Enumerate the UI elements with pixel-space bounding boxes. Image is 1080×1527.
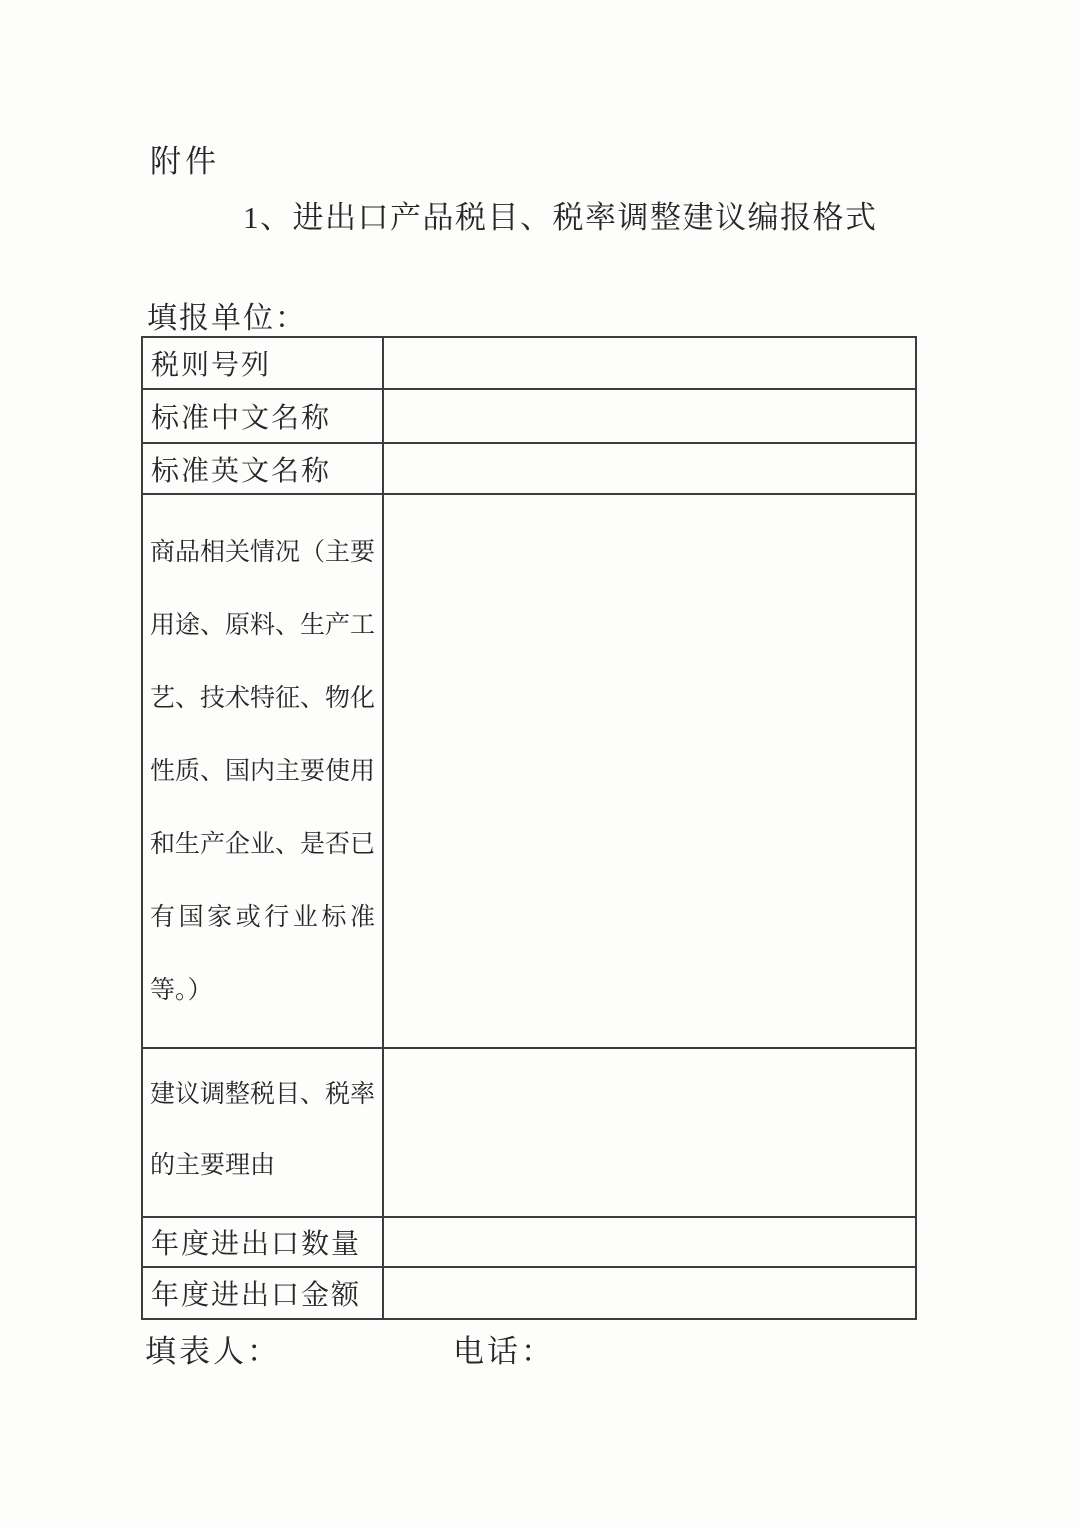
row-label: 商品相关情况（主要用途、原料、生产工艺、技术特征、物化性质、国内主要使用和生产企业、是否已有国家或行业标准等。）	[142, 494, 383, 1048]
form-table	[141, 336, 917, 1320]
table-row-english-name	[142, 443, 916, 494]
row-value-cell	[383, 1267, 916, 1319]
row-value-cell	[383, 389, 916, 443]
row-value-cell	[383, 494, 916, 1048]
row-label: 年度进出口金额	[142, 1267, 383, 1319]
row-label: 标准英文名称	[142, 443, 383, 494]
table-row-annual-amount	[142, 1267, 916, 1319]
phone-label: 电话：	[453, 1334, 555, 1369]
footer-line	[0, 1326, 1080, 1374]
attachment-label: 附件	[150, 144, 220, 179]
row-label: 年度进出口数量	[142, 1217, 383, 1267]
table-row-annual-quantity	[142, 1217, 916, 1267]
table-row-adjustment-reasons	[142, 1048, 916, 1217]
form-filler-label: 填表人：	[145, 1334, 281, 1369]
table-row-chinese-name	[142, 389, 916, 443]
table-row-product-details	[142, 494, 916, 1048]
row-label: 建议调整税目、税率的主要理由	[142, 1048, 383, 1217]
row-value-cell	[383, 337, 916, 389]
table-row-tariff-number	[142, 337, 916, 389]
row-label: 税则号列	[142, 337, 383, 389]
row-value-cell	[383, 1048, 916, 1217]
row-value-cell	[383, 443, 916, 494]
reporting-unit-label: 填报单位：	[147, 302, 307, 335]
row-value-cell	[383, 1217, 916, 1267]
row-label: 标准中文名称	[142, 389, 383, 443]
document-title: 1、进出口产品税目、税率调整建议编报格式	[243, 200, 878, 235]
